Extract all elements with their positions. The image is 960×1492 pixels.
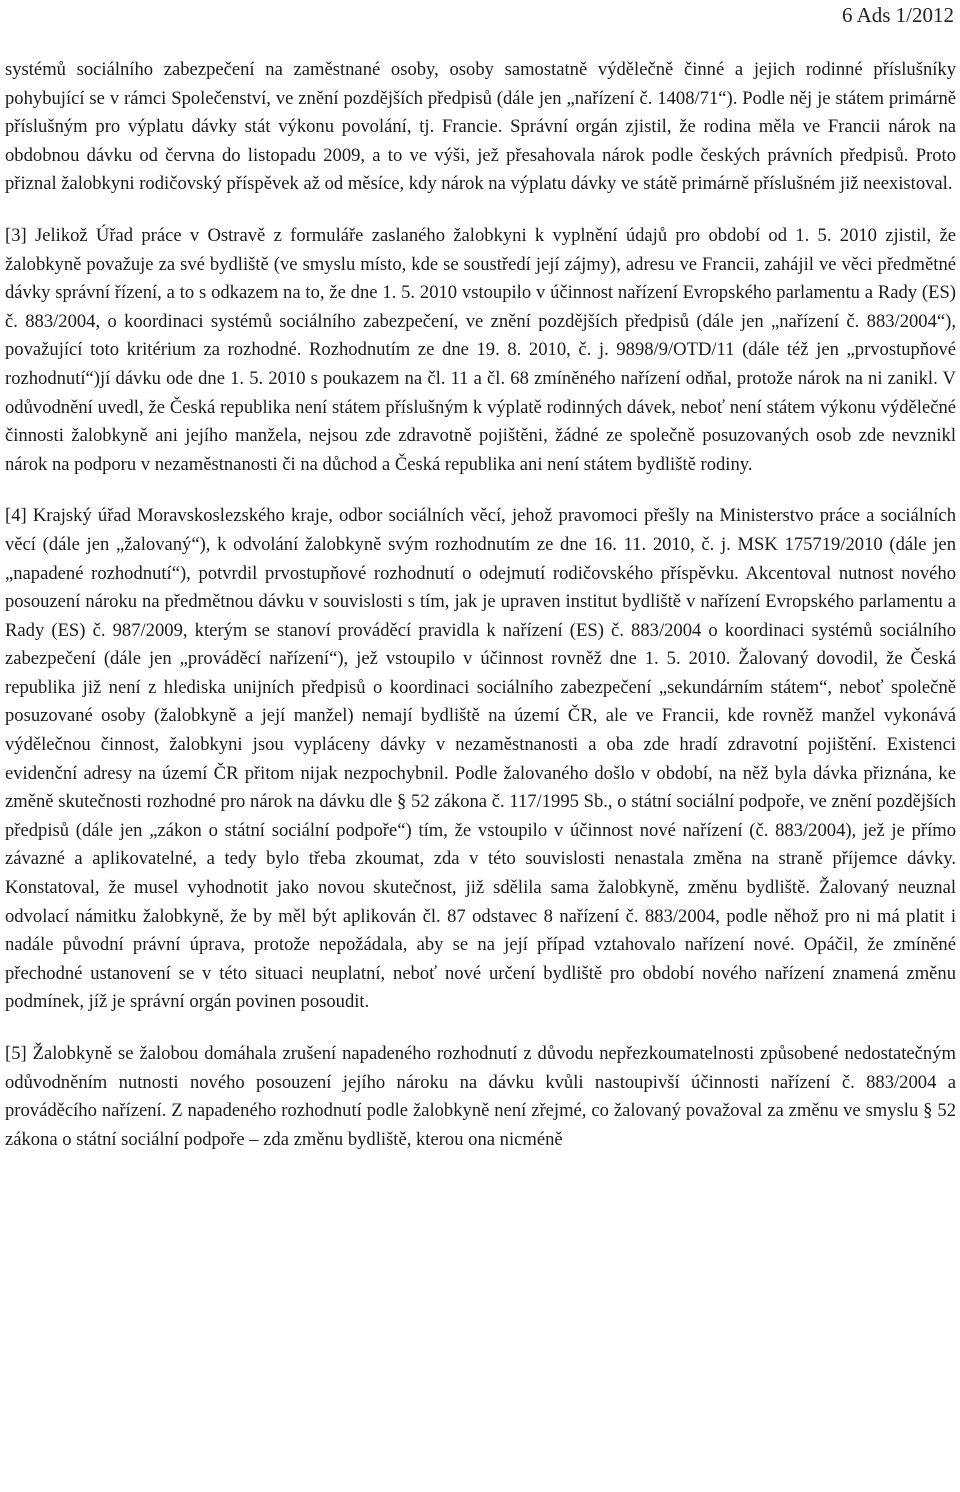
case-number-header: 6 Ads 1/2012 [841,3,954,27]
paragraph-continued: systémů sociálního zabezpečení na zaměstnané osoby, osoby samostatně výdělečně činné a jejich rodinné příslušníky pohybující se v rámci Společenství, ve znění pozdějších předpisů (dále jen „nařízení č. 1408/71“). Podle něj je státem primárně příslušným pro výplatu dávky stát výkonu povolání, tj. Francie. Správní orgán zjistil, že rodina měla ve Francii nárok na obdobnou dávku od června do listopadu 2009, a to ve výši, jež přesahovala nárok podle českých právních předpisů. Proto přiznal žalobkyni rodičovský příspěvek až od měsíce, kdy nárok na výplatu dávky ve státě primárně příslušném již neexistoval. [5,59,956,195]
paragraph-4: [4] Krajský úřad Moravskoslezského kraje, odbor sociálních věcí, jehož pravomoci přešly na Ministerstvo práce a sociálních věcí (dále jen „žalovaný“), k odvolání žalobkyně svým rozhodnutím ze dne 16. 11. 2010, č. j. MSK 175719/2010 (dále jen „napadené rozhodnutí“), potvrdil prvostupňové rozhodnutí o odejmutí rodičovského příspěvku. Akcentoval nutnost nového posouzení nároku na předmětnou dávku v souvislosti s tím, jak je upraven institut bydliště v nařízení Evropského parlamentu a Rady (ES) č. 987/2009, kterým se stanoví prováděcí pravidla k nařízení (ES) č. 883/2004 o koordinaci systémů sociálního zabezpečení (dále jen „prováděcí nařízení“), jež vstoupilo v účinnost rovněž dne 1. 5. 2010. Žalovaný dovodil, že Česká republika již není z hlediska unijních předpisů o koordinaci sociálního zabezpečení „sekundárním státem“, neboť společně posuzované osoby (žalobkyně a její manžel) nemají bydliště na území ČR, ale ve Francii, kde rovněž manžel vykonává výdělečnou činnost, žalobkyni jsou vypláceny dávky v nezaměstnanosti a oba zde hradí zdravotní pojištění. Existenci evidenční adresy na území ČR přitom nijak nezpochybnil. Podle žalovaného došlo v období, na něž byla dávka přiznána, ke změně skutečnosti rozhodné pro nárok na dávku dle § 52 zákona č. 117/1995 Sb., o státní sociální podpoře, ve znění pozdějších předpisů (dále jen „zákon o státní sociální podpoře“) tím, že vstoupilo v účinnost nové nařízení (č. 883/2004), jež je přímo závazné a aplikovatelné, a tedy bylo třeba zkoumat, zda v této souvislosti nenastala změna na straně příjemce dávky. Konstatoval, že musel vyhodnotit jako novou skutečnost, již sdělila sama žalobkyně, změnu bydliště. Žalovaný neuznal odvolací námitku žalobkyně, že by měl být aplikován čl. 87 odstavec 8 nařízení č. 883/2004, podle něhož pro ni má platit i nadále původní právní úprava, protože nepožádala, aby se na její případ vztahovalo nařízení nové. Opáčil, že zmíněné přechodné ustanovení se v této situaci neuplatní, neboť nové určení bydliště pro období nového nařízení znamená změnu podmínek, jíž je správní orgán povinen posoudit. [5,505,956,1013]
paragraph-3: [3] Jelikož Úřad práce v Ostravě z formuláře zaslaného žalobkyni k vyplnění údajů pro období od 1. 5. 2010 zjistil, že žalobkyně považuje za své bydliště (ve smyslu místo, kde se soustředí její zájmy), adresu ve Francii, zahájil ve věci předmětné dávky správní řízení, a to s odkazem na to, že dne 1. 5. 2010 vstoupilo v účinnost nařízení Evropského parlamentu a Rady (ES) č. 883/2004, o koordinaci systémů sociálního zabezpečení, ve znění pozdějších předpisů (dále jen „nařízení č. 883/2004“), považující toto kritérium za rozhodné. Rozhodnutím ze dne 19. 8. 2010, č. j. 9898/9/OTD/11 (dále též jen „prvostupňové rozhodnutí“)jí dávku ode dne 1. 5. 2010 s poukazem na čl. 11 a čl. 68 zmíněného nařízení odňal, protože nárok na ni zanikl. V odůvodnění uvedl, že Česká republika není státem příslušným k výplatě rodinných dávek, neboť není státem výkonu výdělečné činnosti žalobkyně ani jejího manžela, nejsou zde zdravotně pojištěni, žádné ze společně posuzovaných osob zde nevznikl nárok na podporu v nezaměstnanosti či na důchod a Česká republika ani není státem bydliště rodiny. [5,224,956,475]
paragraph-5: [5] Žalobkyně se žalobou domáhala zrušení napadeného rozhodnutí z důvodu nepřezkoumatelnosti způsobené nedostatečným odůvodněním nutnosti nového posouzení jejího nároku na dávku kvůli nastoupivší účinnosti nařízení č. 883/2004 a prováděcího nařízení. Z napadeného rozhodnutí podle žalobkyně není zřejmé, co žalovaný považoval za změnu ve smyslu § 52 zákona o státní sociální podpoře – zda změnu bydliště, kterou ona nicméně [5,1043,956,1150]
document-body [5,56,956,1154]
